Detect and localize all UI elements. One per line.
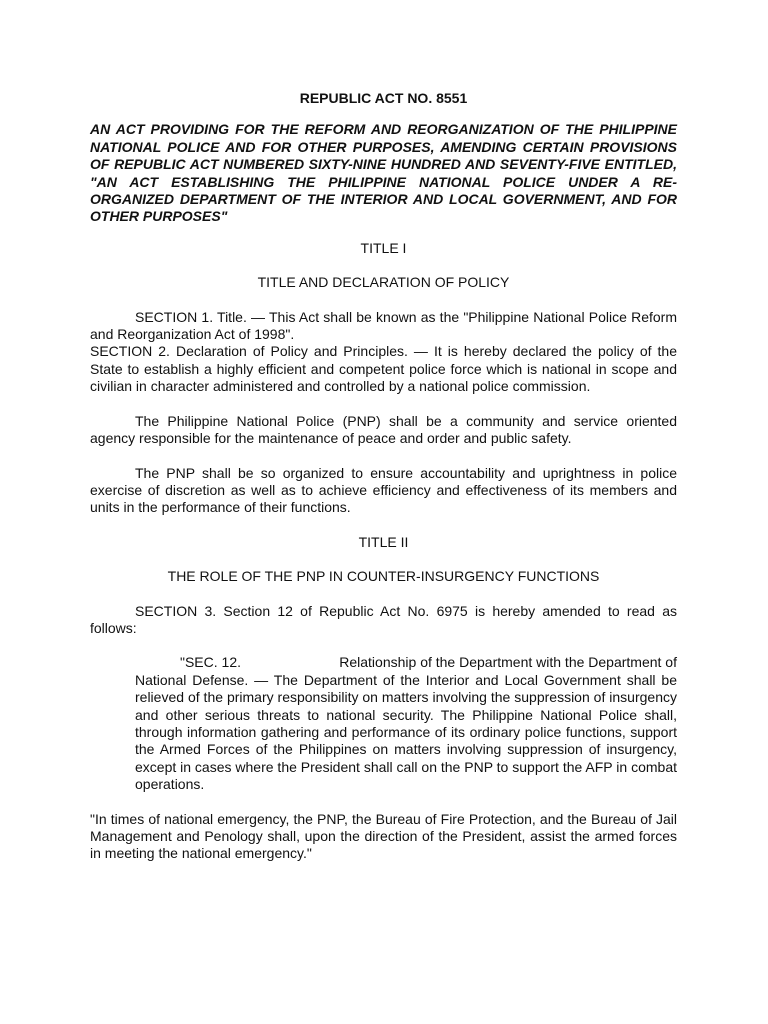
quoted-section-header <box>135 654 677 671</box>
title-2-heading: THE ROLE OF THE PNP IN COUNTER-INSURGENCY FUNCTIONS <box>167 568 600 585</box>
title-1: TITLE I <box>360 239 407 256</box>
section-2: SECTION 2. Declaration of Policy and Principles. — It is hereby declared the policy of the State to establish a highly efficient and competent police force which is national in scope and civilian in character administered and controlled by a national police commission. <box>90 343 677 395</box>
document-page <box>90 90 677 863</box>
paragraph-pnp-organized: The PNP shall be so organized to ensure accountability and uprightness in police exercise of discretion as well as to achieve efficiency and effectiveness of its members and units in the performance of their functions. <box>90 464 677 516</box>
title-1-heading: TITLE AND DECLARATION OF POLICY <box>257 274 510 291</box>
quoted-section-label: "SEC. 12. <box>180 654 241 671</box>
title-2: TITLE II <box>358 533 409 550</box>
quoted-section-body: National Defense. — The Department of the Interior and Local Government shall be relieved of the primary responsibility on matters involving the suppression of insurgency and other serious threats to national security. The Philippine National Police shall, through information gathering and performance of its ordinary police functions, support the Armed Forces of the Philippines on matters involving suppression of insurgency, except in cases where the President shall call on the PNP to support the AFP in combat operations. <box>135 671 677 793</box>
section-1: SECTION 1. Title. — This Act shall be known as the "Philippine National Police Reform and Reorganization Act of 1998". <box>90 308 677 343</box>
section-3: SECTION 3. Section 12 of Republic Act No. 6975 is hereby amended to read as follows: <box>90 602 677 636</box>
act-number: REPUBLIC ACT NO. 8551 <box>299 90 468 106</box>
act-title: AN ACT PROVIDING FOR THE REFORM AND REORGANIZATION OF THE PHILIPPINE NATIONAL POLICE AND FOR OTHER PURPOSES, AMENDING CERTAIN PROVISIONS OF REPUBLIC ACT NUMBERED SIXTY-NINE HUNDRED AND SEVENTY-FIVE ENTITLED, "AN ACT ESTABLISHING THE PHILIPPINE NATIONAL POLICE UNDER A RE-ORGANIZED DEPARTMENT OF THE INTERIOR AND LOCAL GOVERNMENT, AND FOR OTHER PURPOSES" <box>90 121 677 225</box>
quoted-section-heading: Relationship of the Department with the Department of <box>339 654 677 671</box>
quoted-section-12 <box>135 654 677 793</box>
quoted-national-emergency: "In times of national emergency, the PNP, the Bureau of Fire Protection, and the Bureau of Jail Management and Penology shall, upon the direction of the President, assist the armed forces in meeting the national emergency." <box>90 810 677 862</box>
paragraph-pnp-community: The Philippine National Police (PNP) shall be a community and service oriented agency responsible for the maintenance of peace and order and public safety. <box>90 412 677 447</box>
